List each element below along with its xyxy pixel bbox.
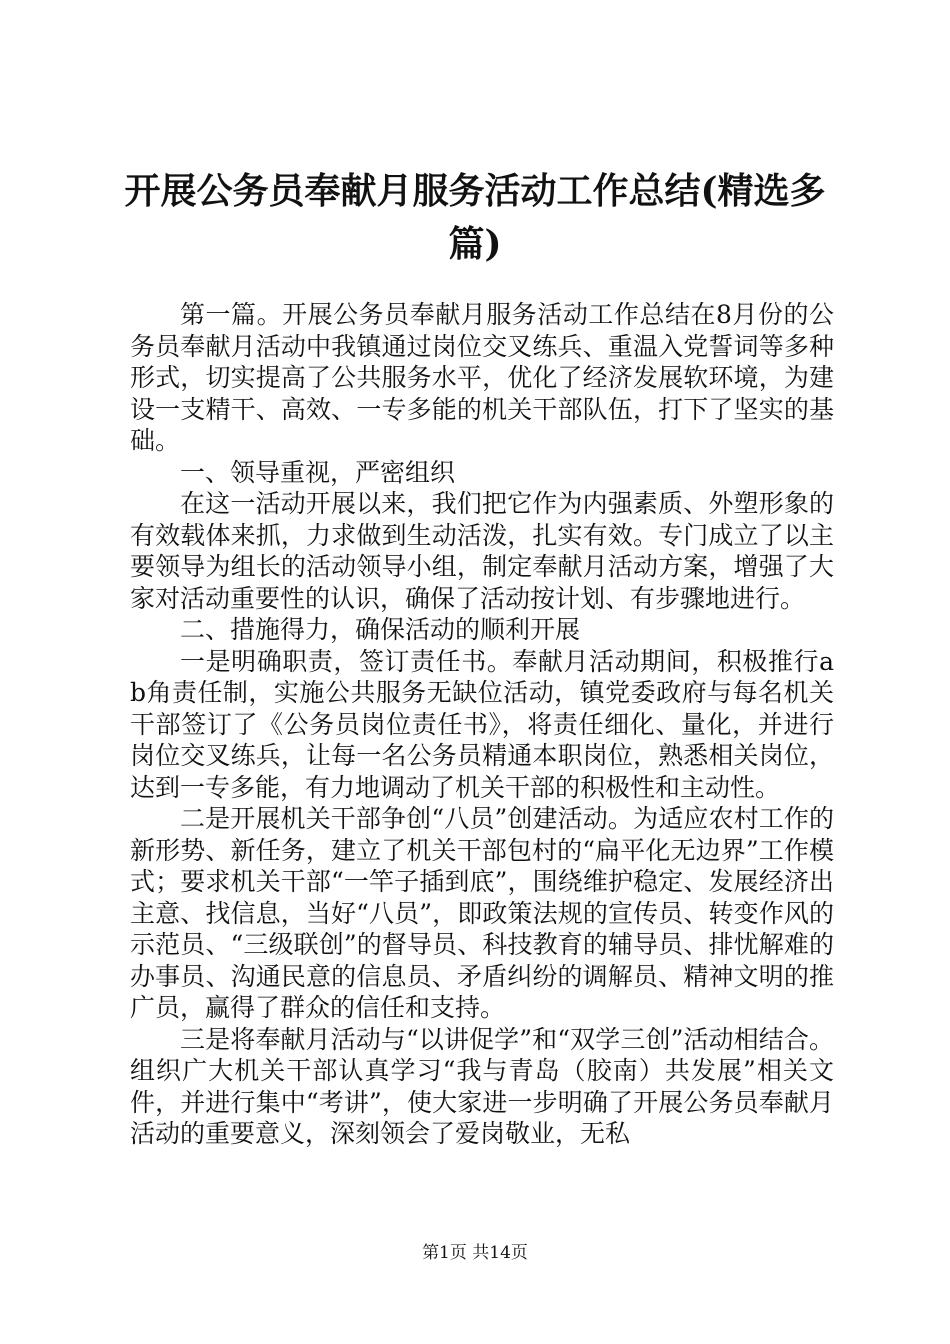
paragraph-intro: 第一篇。开展公务员奉献月服务活动工作总结在8月份的公务员奉献月活动中我镇通过岗位交叉练兵、重温入党誓词等多种形式，切实提高了公共服务水平，优化了经济发展软环境，为建设一支精干、高效、一专多能的机关干部队伍，打下了坚实的基础。 [130,300,834,455]
page-number-footer: 第1页 共14页 [422,1243,528,1263]
paragraph-section-1: 在这一活动开展以来，我们把它作为内强素质、外塑形象的有效载体来抓，力求做到生动活泼，扎实有效。专门成立了以主要领导为组长的活动领导小组，制定奉献月活动方案，增强了大家对活动重要性的认识，确保了活动按计划、有步骤地进行。 [130,489,834,613]
paragraph-measure-1: 一是明确职责，签订责任书。奉献月活动期间，积极推行ab角责任制，实施公共服务无缺位活动，镇党委政府与每名机关干部签订了《公务员岗位责任书》，将责任细化、量化，并进行岗位交叉练兵，让每一名公务员精通本职岗位，熟悉相关岗位，达到一专多能，有力地调动了机关干部的积极性和主动性。 [130,646,834,802]
page-title-line-2: 篇) [448,223,502,265]
document-body [130,299,834,1150]
section-heading-1: 一、领导重视，严密组织 [180,457,456,487]
paragraph-measure-2: 二是开展机关干部争创“八员”创建活动。为适应农村工作的新形势、新任务，建立了机关干部包村的“扁平化无边界”工作模式；要求机关干部“一竿子插到底”，围绕维护稳定、发展经济出主意、找信息，当好“八员”，即政策法规的宣传员、转变作风的示范员、“三级联创”的督导员、科技教育的辅导员、排忧解难的办事员、沟通民意的信息员、矛盾纠纷的调解员、精神文明的推广员，赢得了群众的信任和支持。 [130,804,834,1022]
section-heading-2: 二、措施得力，确保活动的顺利开展 [180,615,581,644]
paragraph-measure-3: 三是将奉献月活动与“以讲促学”和“双学三创”活动相结合。组织广大机关干部认真学习“我与青岛（胶南）共发展”相关文件，并进行集中“考讲”，使大家进一步明确了开展公务员奉献月活动的重要意义，深刻领会了爱岗敬业，无私 [130,1024,834,1148]
page-title-line-1: 开展公务员奉献月服务活动工作总结(精选多 [124,170,826,212]
